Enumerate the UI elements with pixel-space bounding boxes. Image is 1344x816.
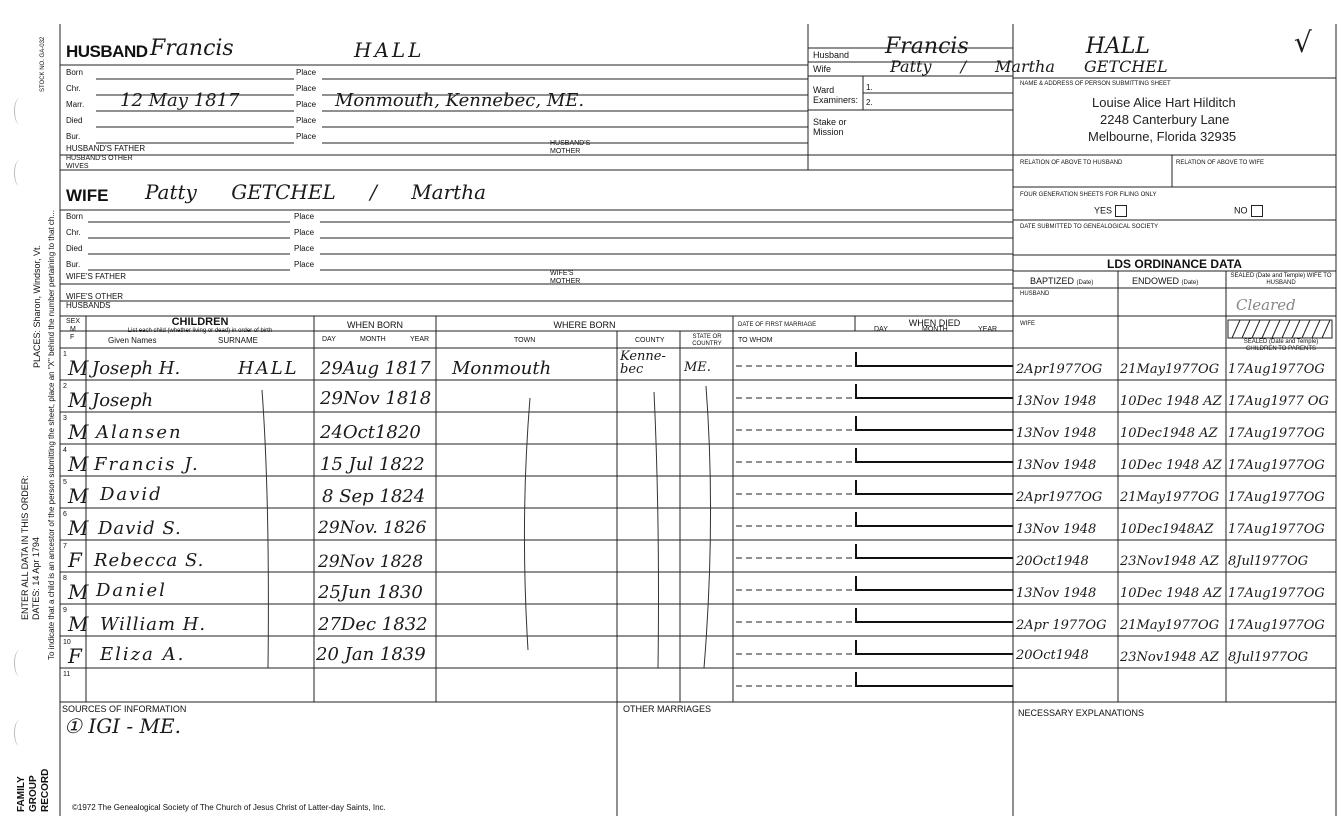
wife-bur-label: Bur. <box>66 260 81 269</box>
child-sex: M <box>68 452 89 476</box>
header-wife-value: Patty / Martha GETCHEL <box>890 57 1168 76</box>
child-endowed: 10Dec1948AZ <box>1120 522 1214 537</box>
wife-name: Patty GETCHEL / Martha <box>145 180 487 204</box>
child-sex: M <box>68 356 89 380</box>
child-sealed: 17Aug1977OG <box>1228 618 1325 633</box>
child-sealed: 17Aug1977OG <box>1228 426 1325 441</box>
died-day-header: DAY <box>874 326 888 333</box>
born-day-header: DAY <box>322 336 336 343</box>
child-number: 6 <box>63 511 67 518</box>
children-list-note: List each child (whether living or dead) in order of birth <box>127 328 273 334</box>
child-endowed: 21May1977OG <box>1120 618 1220 633</box>
county-header: COUNTY <box>635 337 665 344</box>
child-row <box>0 604 1344 636</box>
child-endowed: 23Nov1948 AZ <box>1120 650 1219 665</box>
header-husband-label: Husband <box>813 50 850 60</box>
child-row <box>0 668 1344 702</box>
child-sealed: 17Aug1977OG <box>1228 522 1325 537</box>
place-label: Place <box>294 244 315 253</box>
wife-father-label: WIFE'S FATHER <box>66 272 127 281</box>
child-birth-date: 29Nov 1828 <box>318 552 424 572</box>
child-number: 8 <box>63 575 67 582</box>
date-submitted-label: DATE SUBMITTED TO GENEALOGICAL SOCIETY <box>1020 224 1159 230</box>
baptized-label <box>1030 276 1093 287</box>
sources-label: SOURCES OF INFORMATION <box>62 704 187 714</box>
child-sex: M <box>68 420 89 444</box>
when-born-header: WHEN BORN <box>347 320 403 330</box>
child-given-name: David S. <box>98 518 182 539</box>
cleared-note: Cleared <box>1236 296 1296 314</box>
husband-marr-label: Marr. <box>66 100 85 109</box>
child-given-name: Francis J. <box>94 454 200 475</box>
child-baptized: 13Nov 1948 <box>1016 586 1097 601</box>
child-birth-date: 25Jun 1830 <box>318 582 423 603</box>
child-sealed: 8Jul1977OG <box>1228 554 1309 569</box>
child-endowed: 10Dec1948 AZ <box>1120 426 1218 441</box>
first-marriage-header: DATE OF FIRST MARRIAGE <box>738 322 817 328</box>
explanations-label: NECESSARY EXPLANATIONS <box>1018 708 1145 718</box>
sources-value: ① IGI - ME. <box>64 714 181 738</box>
given-names-header: Given Names <box>108 336 157 345</box>
husband-given-name: Francis <box>150 36 234 61</box>
yes-label: YES <box>1094 205 1113 216</box>
child-birth-town: Monmouth <box>452 358 552 379</box>
child-number: 9 <box>63 607 67 614</box>
child-given-name: Rebecca S. <box>94 550 205 571</box>
copyright: ©1972 The Genealogical Society of The Church of Jesus Christ of Latter-day Saints, Inc. <box>72 803 386 812</box>
child-sealed: 8Jul1977OG <box>1228 650 1309 665</box>
child-birth-state: ME. <box>684 360 711 375</box>
wife-chr-label: Chr. <box>66 228 81 237</box>
child-birth-date: 29Nov 1818 <box>320 388 432 409</box>
to-whom-header: TO WHOM <box>738 337 773 344</box>
child-birth-date: 24Oct1820 <box>320 422 421 443</box>
sex-f: F <box>70 334 75 341</box>
examiner-1: 1. <box>866 83 873 92</box>
when-died-header: WHEN DIED <box>908 318 961 328</box>
child-endowed: 21May1977OG <box>1120 490 1220 505</box>
child-given-name: Daniel <box>96 580 167 601</box>
child-number: 11 <box>63 671 71 678</box>
header-wife-label: Wife <box>813 64 831 74</box>
sealed-children-label: SEALED (Date and Temple) CHILDREN TO PARENTS <box>1243 339 1319 352</box>
child-sealed: 17Aug1977OG <box>1228 458 1325 473</box>
child-number: 5 <box>63 479 67 486</box>
lds-title: LDS ORDINANCE DATA <box>1107 257 1242 271</box>
wife-born-label: Born <box>66 212 83 221</box>
child-baptized: 20Oct1948 <box>1016 648 1089 663</box>
child-baptized: 13Nov 1948 <box>1016 458 1097 473</box>
place-label: Place <box>296 116 317 125</box>
submitter-city: Melbourne, Florida 32935 <box>1088 129 1237 144</box>
child-row <box>0 412 1344 444</box>
sealed-wife-label: SEALED (Date and Temple) WIFE TO HUSBAND <box>1230 273 1332 286</box>
died-year-header: YEAR <box>978 326 998 333</box>
child-given-name: David <box>100 484 163 505</box>
sex-m: M <box>70 326 76 333</box>
header-husband-value: Francis HALL <box>885 34 1150 59</box>
child-endowed: 23Nov1948 AZ <box>1120 554 1219 569</box>
submitter-name: Louise Alice Hart Hilditch <box>1092 95 1236 110</box>
form-title-line: GROUP <box>28 775 39 812</box>
born-year-header: YEAR <box>410 336 430 343</box>
children-header: CHILDREN <box>171 316 229 328</box>
relation-husband-label: RELATION OF ABOVE TO HUSBAND <box>1020 160 1123 166</box>
places-note: PLACES: Sharon, Windsor, Vt. <box>32 244 42 368</box>
enter-all-note: ENTER ALL DATA IN THIS ORDER: <box>20 475 30 620</box>
child-endowed: 10Dec 1948 AZ <box>1120 394 1222 409</box>
submitter-label: NAME & ADDRESS OF PERSON SUBMITTING SHEET <box>1020 81 1171 87</box>
other-marriages-label: OTHER MARRIAGES <box>623 704 712 714</box>
place-label: Place <box>296 132 317 141</box>
child-given-name: Alansen <box>96 422 183 443</box>
baptized-date-note: (Date) <box>1076 280 1094 286</box>
wife-died-label: Died <box>66 244 83 253</box>
husband-born-label: Born <box>66 68 83 77</box>
child-row <box>0 380 1344 412</box>
child-sealed: 17Aug1977 OG <box>1228 394 1329 409</box>
place-label: Place <box>294 260 315 269</box>
child-baptized: 20Oct1948 <box>1016 554 1089 569</box>
no-option[interactable] <box>1234 205 1263 217</box>
yes-checkbox[interactable] <box>1115 205 1127 217</box>
place-label: Place <box>296 68 317 77</box>
husband-section-label: HUSBAND <box>66 42 148 61</box>
child-baptized: 2Apr1977OG <box>1016 362 1103 377</box>
husband-chr-label: Chr. <box>66 84 81 93</box>
child-number: 3 <box>63 415 67 422</box>
child-number: 2 <box>63 383 67 390</box>
child-surname: HALL <box>238 358 299 379</box>
child-number: 7 <box>63 543 67 550</box>
child-birth-date: 27Dec 1832 <box>318 614 428 635</box>
town-header: TOWN <box>514 337 536 344</box>
child-endowed: 10Dec 1948 AZ <box>1120 458 1222 473</box>
place-label: Place <box>296 84 317 93</box>
ancestor-instruction: To indicate that a child is an ancestor of the person submitting the sheet, place an "X" behind the number pertaining to that ch... <box>47 210 56 660</box>
child-number: 10 <box>63 639 71 646</box>
place-label: Place <box>294 212 315 221</box>
endowed-date-note: (Date) <box>1181 280 1199 286</box>
husband-died-label: Died <box>66 116 83 125</box>
wife-section-label: WIFE <box>66 186 109 205</box>
child-sex: M <box>68 484 89 508</box>
where-born-header: WHERE BORN <box>553 320 616 330</box>
child-given-name: William H. <box>100 614 207 635</box>
lds-husband-label: HUSBAND <box>1020 291 1050 297</box>
child-baptized: 13Nov 1948 <box>1016 394 1097 409</box>
child-number: 1 <box>63 351 67 358</box>
child-endowed: 10Dec 1948 AZ <box>1120 586 1222 601</box>
husband-surname: HALL <box>354 38 425 62</box>
child-sex: F <box>68 548 82 572</box>
child-birth-date: 20 Jan 1839 <box>316 644 426 665</box>
place-label: Place <box>294 228 315 237</box>
child-sealed: 17Aug1977OG <box>1228 490 1325 505</box>
marriage-place: Monmouth, Kennebec, ME. <box>335 90 585 111</box>
marriage-date: 12 May 1817 <box>120 90 240 111</box>
child-sealed: 17Aug1977OG <box>1228 362 1325 377</box>
born-month-header: MONTH <box>360 336 386 343</box>
husband-mother-label: HUSBAND'S MOTHER <box>550 140 591 155</box>
child-sex: M <box>68 580 89 604</box>
child-sealed: 17Aug1977OG <box>1228 586 1325 601</box>
sex-header: SEX <box>66 318 81 325</box>
no-checkbox[interactable] <box>1251 205 1263 217</box>
child-row <box>0 540 1344 572</box>
place-label: Place <box>296 100 317 109</box>
child-row <box>0 508 1344 540</box>
child-number: 4 <box>63 447 67 454</box>
ward-label: Ward <box>813 85 835 95</box>
surname-header: SURNAME <box>218 336 259 345</box>
husband-bur-label: Bur. <box>66 132 81 141</box>
child-birth-date: 29Aug 1817 <box>320 358 431 379</box>
child-sex: M <box>68 516 89 540</box>
child-baptized: 2Apr 1977OG <box>1016 618 1107 633</box>
child-sex: F <box>68 644 82 668</box>
husband-father-label: HUSBAND'S FATHER <box>66 144 146 153</box>
submitter-street: 2248 Canterbury Lane <box>1100 112 1230 127</box>
dates-note: DATES: 14 Apr 1794 <box>31 537 41 620</box>
child-given-name: Joseph <box>92 390 154 411</box>
form-title-line: FAMILY <box>16 776 27 812</box>
child-birth-date: 15 Jul 1822 <box>320 454 425 475</box>
child-birth-date: 8 Sep 1824 <box>322 486 426 507</box>
child-sex: M <box>68 612 89 636</box>
yes-option[interactable] <box>1094 205 1127 217</box>
stake-label: Stake or Mission <box>813 117 847 137</box>
child-sex: M <box>68 388 89 412</box>
died-month-header: MONTH <box>922 326 948 333</box>
state-header: STATE OR COUNTRY <box>692 334 722 347</box>
child-given-name: Joseph H. <box>92 358 181 379</box>
child-birth-date: 29Nov. 1826 <box>318 518 427 538</box>
lds-wife-label: WIFE <box>1020 321 1035 327</box>
check-mark: √ <box>1294 26 1312 59</box>
child-row <box>0 444 1344 476</box>
endowed-text: ENDOWED <box>1132 276 1179 286</box>
endowed-label <box>1132 276 1198 287</box>
no-label: NO <box>1234 205 1248 216</box>
child-endowed: 21May1977OG <box>1120 362 1220 377</box>
child-birth-county: Kenne-bec <box>620 349 666 377</box>
child-row <box>0 636 1344 668</box>
wife-mother-label: WIFE'S MOTHER <box>550 270 581 285</box>
stock-number: STOCK NO. GA-032 <box>40 36 46 92</box>
husband-other-wives-label: HUSBAND'S OTHER WIVES <box>66 155 133 170</box>
child-baptized: 2Apr1977OG <box>1016 490 1103 505</box>
examiner-2: 2. <box>866 98 873 107</box>
wife-other-husbands-label: WIFE'S OTHER HUSBANDS <box>66 292 124 310</box>
baptized-text: BAPTIZED <box>1030 276 1075 286</box>
child-row <box>0 348 1344 380</box>
child-baptized: 13Nov 1948 <box>1016 522 1097 537</box>
child-given-name: Eliza A. <box>100 644 186 665</box>
form-title-line: RECORD <box>40 768 51 812</box>
child-row <box>0 572 1344 604</box>
child-row <box>0 476 1344 508</box>
child-baptized: 13Nov 1948 <box>1016 426 1097 441</box>
examiners-label: Examiners: <box>813 95 859 105</box>
relation-wife-label: RELATION OF ABOVE TO WIFE <box>1176 160 1265 166</box>
four-gen-label: FOUR GENERATION SHEETS FOR FILING ONLY <box>1020 192 1157 198</box>
